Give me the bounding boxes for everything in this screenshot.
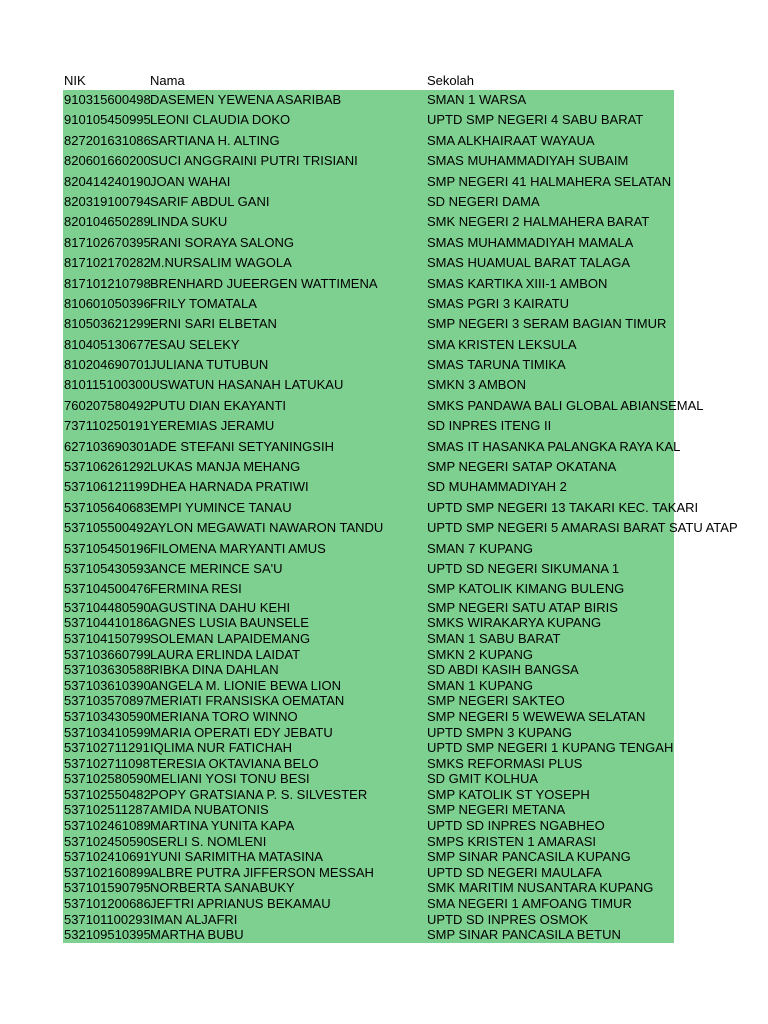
cell-nik: 537102450590 <box>64 833 151 849</box>
cell-nama: ESAU SELEKY <box>150 336 240 352</box>
cell-nik: 537106121199 <box>64 479 150 495</box>
cell-nama: ANGELA M. LIONIE BEWA LION <box>150 677 341 693</box>
cell-sekolah: SMK NEGERI 2 HALMAHERA BARAT <box>427 214 650 230</box>
cell-nama: ADE STEFANI SETYANINGSIH <box>150 438 334 454</box>
cell-sekolah: UPTD SD NEGERI SIKUMANA 1 <box>427 560 620 576</box>
cell-sekolah: UPTD SMP NEGERI 4 SABU BARAT <box>427 112 644 128</box>
cell-nik: 537102711291 <box>64 740 150 756</box>
cell-nama: IMAN ALJAFRI <box>150 911 238 927</box>
cell-nama: BRENHARD JUEERGEN WATTIMENA <box>150 275 378 291</box>
table-row <box>63 274 674 294</box>
cell-sekolah: SD MUHAMMADIYAH 2 <box>427 479 567 495</box>
cell-nik: 537106261292 <box>64 459 151 475</box>
table-row <box>63 927 674 943</box>
table-row <box>63 865 674 881</box>
cell-nik: 537101200686 <box>64 896 151 912</box>
cell-sekolah: SMPS KRISTEN 1 AMARASI <box>427 833 597 849</box>
cell-sekolah: SMAS MUHAMMADIYAH MAMALA <box>427 234 634 250</box>
cell-nik: 537103630588 <box>64 662 151 678</box>
cell-nama: AGNES LUSIA BAUNSELE <box>150 615 309 631</box>
cell-nik: 537105500492 <box>64 520 151 536</box>
cell-nama: NORBERTA SANABUKY <box>150 880 295 896</box>
table-row <box>63 498 699 518</box>
cell-nama: YEREMIAS JERAMU <box>150 418 275 434</box>
cell-nama: MARIA OPERATI EDY JEBATU <box>150 724 333 740</box>
cell-nama: AYLON MEGAWATI NAWARON TANDU <box>150 520 384 536</box>
cell-nik: 537102550482 <box>64 786 151 802</box>
cell-nik: 817101210798 <box>64 275 151 291</box>
cell-nama: RIBKA DINA DAHLAN <box>150 662 279 678</box>
table-row <box>63 396 704 416</box>
cell-nik: 537102410691 <box>64 849 151 865</box>
cell-sekolah: SMP SINAR PANCASILA KUPANG <box>427 849 631 865</box>
cell-sekolah: SMP KATOLIK KIMANG BULENG <box>427 581 625 597</box>
table-row <box>63 172 674 192</box>
cell-sekolah: UPTD SD NEGERI MAULAFA <box>427 864 602 880</box>
cell-nama: MERIANA TORO WINNO <box>150 708 298 724</box>
cell-nama: PUTU DIAN EKAYANTI <box>150 397 287 413</box>
cell-sekolah: SMKN 3 AMBON <box>427 377 526 393</box>
header-nama: Nama <box>150 73 185 88</box>
table-row <box>63 896 674 912</box>
cell-nik: 537102711098 <box>64 755 150 771</box>
table-row <box>63 647 674 663</box>
table-row <box>63 437 681 457</box>
table-row <box>63 880 674 896</box>
cell-nama: MERIATI FRANSISKA OEMATAN <box>150 693 345 709</box>
cell-nama: FRILY TOMATALA <box>150 295 257 311</box>
cell-nama: SOLEMAN LAPAIDEMANG <box>150 630 311 646</box>
cell-nama: ALBRE PUTRA JIFFERSON MESSAH <box>150 864 374 880</box>
cell-nik: 810204690701 <box>64 357 151 373</box>
cell-nik: 537103570897 <box>64 693 151 709</box>
cell-sekolah: UPTD SMP NEGERI 13 TAKARI KEC. TAKARI <box>427 499 699 515</box>
cell-sekolah: SD NEGERI DAMA <box>427 193 540 209</box>
cell-sekolah: SMKS WIRAKARYA KUPANG <box>427 615 602 631</box>
table-row <box>63 818 674 834</box>
table-row <box>63 615 674 631</box>
table-row <box>63 110 674 130</box>
table-row <box>63 631 674 647</box>
table-row <box>63 600 674 616</box>
cell-nama: M.NURSALIM WAGOLA <box>150 255 292 271</box>
cell-sekolah: SMAN 1 SABU BARAT <box>427 630 561 646</box>
cell-sekolah: SMAS MUHAMMADIYAH SUBAIM <box>427 153 629 169</box>
table-row <box>63 559 674 579</box>
cell-nik: 532109510395 <box>64 927 151 943</box>
cell-sekolah: SMP NEGERI SATU ATAP BIRIS <box>427 599 618 615</box>
table-row <box>63 802 674 818</box>
cell-sekolah: SMAS TARUNA TIMIKA <box>427 357 566 373</box>
cell-sekolah: SMKS REFORMASI PLUS <box>427 755 583 771</box>
cell-nama: EMPI YUMINCE TANAU <box>150 499 292 515</box>
cell-sekolah: SMA KRISTEN LEKSULA <box>427 336 577 352</box>
table-row <box>63 740 674 756</box>
header-row <box>63 72 674 90</box>
cell-sekolah: SD GMIT KOLHUA <box>427 771 539 787</box>
cell-nama: JOAN WAHAI <box>150 173 231 189</box>
cell-sekolah: SMK MARITIM NUSANTARA KUPANG <box>427 880 654 896</box>
cell-sekolah: SMP NEGERI SATAP OKATANA <box>427 459 617 475</box>
table-row <box>63 375 674 395</box>
table-row <box>63 477 674 497</box>
cell-nama: LUKAS MANJA MEHANG <box>150 459 301 475</box>
cell-nama: TERESIA OKTAVIANA BELO <box>150 755 319 771</box>
cell-nama: SUCI ANGGRAINI PUTRI TRISIANI <box>150 153 358 169</box>
table-row <box>63 518 738 538</box>
cell-nik: 537103660799 <box>64 646 151 662</box>
table-row <box>63 416 674 436</box>
table-row <box>63 579 674 599</box>
table-row <box>63 294 674 314</box>
table-row <box>63 233 674 253</box>
table-row <box>63 709 674 725</box>
cell-nama: USWATUN HASANAH LATUKAU <box>150 377 344 393</box>
cell-nik: 810405130677 <box>64 336 151 352</box>
cell-nik: 810503621299 <box>64 316 151 332</box>
table-row <box>63 355 674 375</box>
cell-nik: 820104650289 <box>64 214 151 230</box>
cell-nama: DASEMEN YEWENA ASARIBAB <box>150 92 342 107</box>
cell-sekolah: UPTD SMPN 3 KUPANG <box>427 724 572 740</box>
table-row <box>63 457 674 477</box>
cell-nama: JEFTRI APRIANUS BEKAMAU <box>150 896 331 912</box>
cell-sekolah: SD INPRES ITENG II <box>427 418 552 434</box>
cell-sekolah: SMKS PANDAWA BALI GLOBAL ABIANSEMAL <box>427 397 704 413</box>
cell-sekolah: SMP NEGERI METANA <box>427 802 566 818</box>
cell-nik: 537102160899 <box>64 864 151 880</box>
cell-nama: POPY GRATSIANA P. S. SILVESTER <box>150 786 368 802</box>
cell-nik: 817102170282 <box>64 255 151 271</box>
cell-nama: SERLI S. NOMLENI <box>150 833 267 849</box>
table-row <box>63 314 674 334</box>
table-row <box>63 662 674 678</box>
cell-sekolah: SD ABDI KASIH BANGSA <box>427 662 579 678</box>
header-sekolah: Sekolah <box>427 73 474 88</box>
cell-nik: 820601660200 <box>64 153 151 169</box>
cell-sekolah: SMA NEGERI 1 AMFOANG TIMUR <box>427 896 632 912</box>
cell-sekolah: SMP NEGERI 3 SERAM BAGIAN TIMUR <box>427 316 667 332</box>
cell-nama: IQLIMA NUR FATICHAH <box>150 740 293 756</box>
cell-nama: SARTIANA H. ALTING <box>150 132 280 148</box>
cell-sekolah: SMA ALKHAIRAAT WAYAUA <box>427 132 595 148</box>
spreadsheet <box>63 72 738 943</box>
cell-sekolah: SMAN 7 KUPANG <box>427 540 533 556</box>
cell-sekolah: SMAS HUAMUAL BARAT TALAGA <box>427 255 630 271</box>
cell-sekolah: UPTD SD INPRES NGABHEO <box>427 818 605 834</box>
cell-nama: LINDA SUKU <box>150 214 228 230</box>
header-nik: NIK <box>64 73 86 88</box>
cell-nik: 537103430590 <box>64 708 151 724</box>
cell-nama: DHEA HARNADA PRATIWI <box>150 479 309 495</box>
cell-nama: YUNI SARIMITHA MATASINA <box>150 849 323 865</box>
cell-nama: RANI SORAYA SALONG <box>150 234 295 250</box>
cell-nik: 537104500476 <box>64 581 151 597</box>
table-row <box>63 253 674 273</box>
cell-nik: 537104410186 <box>64 615 151 631</box>
cell-nama: LAURA ERLINDA LAIDAT <box>150 646 301 662</box>
table-row <box>63 771 674 787</box>
cell-sekolah: SMAS IT HASANKA PALANGKA RAYA KAL <box>427 438 681 454</box>
cell-nama: MARTHA BUBU <box>150 927 244 943</box>
cell-nik: 537105450196 <box>64 540 151 556</box>
table-row <box>63 131 674 151</box>
cell-nama: FILOMENA MARYANTI AMUS <box>150 540 326 556</box>
cell-sekolah: UPTD SMP NEGERI 5 AMARASI BARAT SATU ATAP <box>427 520 738 536</box>
cell-nama: JULIANA TUTUBUN <box>150 357 269 373</box>
table-row <box>63 335 674 355</box>
cell-nik: 537104150799 <box>64 630 151 646</box>
cell-sekolah: SMKN 2 KUPANG <box>427 646 533 662</box>
cell-nik: 827201631086 <box>64 132 151 148</box>
cell-sekolah: SMAN 1 KUPANG <box>427 677 533 693</box>
cell-nama: MARTINA YUNITA KAPA <box>150 818 295 834</box>
cell-nama: FERMINA RESI <box>150 581 242 597</box>
cell-sekolah: UPTD SMP NEGERI 1 KUPANG TENGAH <box>427 740 674 756</box>
table-row <box>63 693 674 709</box>
cell-nama: MELIANI YOSI TONU BESI <box>150 771 310 787</box>
cell-nik: 820319100794 <box>64 193 151 209</box>
cell-nik: 537105640683 <box>64 499 151 515</box>
cell-nik: 537104480590 <box>64 599 151 615</box>
cell-nik: 737110250191 <box>64 418 150 434</box>
cell-sekolah: SMAS PGRI 3 KAIRATU <box>427 295 570 311</box>
table-row <box>63 151 674 171</box>
cell-nama: AGUSTINA DAHU KEHI <box>150 599 291 615</box>
cell-nik: 537102511287 <box>64 802 150 818</box>
cell-sekolah: SMP NEGERI 41 HALMAHERA SELATAN <box>427 173 672 189</box>
table-row <box>63 834 674 850</box>
cell-sekolah: SMP KATOLIK ST YOSEPH <box>427 786 590 802</box>
cell-sekolah: SMP NEGERI SAKTEO <box>427 693 565 709</box>
cell-sekolah: UPTD SD INPRES OSMOK <box>427 911 589 927</box>
cell-nama: ERNI SARI ELBETAN <box>150 316 277 332</box>
cell-sekolah: SMAS KARTIKA XIII-1 AMBON <box>427 275 608 291</box>
table-row <box>63 756 674 772</box>
cell-nama: SARIF ABDUL GANI <box>150 193 270 209</box>
cell-nik: 537103410599 <box>64 724 151 740</box>
cell-nik: 537105430593 <box>64 560 151 576</box>
cell-sekolah: SMP SINAR PANCASILA BETUN <box>427 927 621 943</box>
cell-nik: 810601050396 <box>64 295 151 311</box>
cell-nik: 910315600498 <box>64 92 151 107</box>
cell-nama: AMIDA NUBATONIS <box>150 802 269 818</box>
table-row <box>63 849 674 865</box>
cell-nik: 820414240190 <box>64 173 151 189</box>
cell-nik: 810115100300 <box>64 377 150 393</box>
cell-nik: 760207580492 <box>64 397 151 413</box>
cell-sekolah: SMAN 1 WARSA <box>427 92 527 107</box>
table-row <box>63 90 674 110</box>
table-row <box>63 212 674 232</box>
cell-sekolah: SMP NEGERI 5 WEWEWA SELATAN <box>427 708 646 724</box>
table-row <box>63 787 674 803</box>
cell-nik: 910105450995 <box>64 112 151 128</box>
cell-nik: 537103610390 <box>64 677 151 693</box>
cell-nik: 537102461089 <box>64 818 151 834</box>
cell-nik: 537102580590 <box>64 771 151 787</box>
cell-nik: 817102670395 <box>64 234 151 250</box>
cell-nik: 537101590795 <box>64 880 151 896</box>
cell-nama: ANCE MERINCE SA'U <box>150 560 283 576</box>
table-row <box>63 725 674 741</box>
cell-nik: 537101100293 <box>64 911 150 927</box>
table-row <box>63 678 674 694</box>
cell-nik: 627103690301 <box>64 438 151 454</box>
table-row <box>63 192 674 212</box>
table-row <box>63 912 674 928</box>
cell-nama: LEONI CLAUDIA DOKO <box>150 112 291 128</box>
data-rows <box>63 90 738 943</box>
table-row <box>63 539 674 559</box>
